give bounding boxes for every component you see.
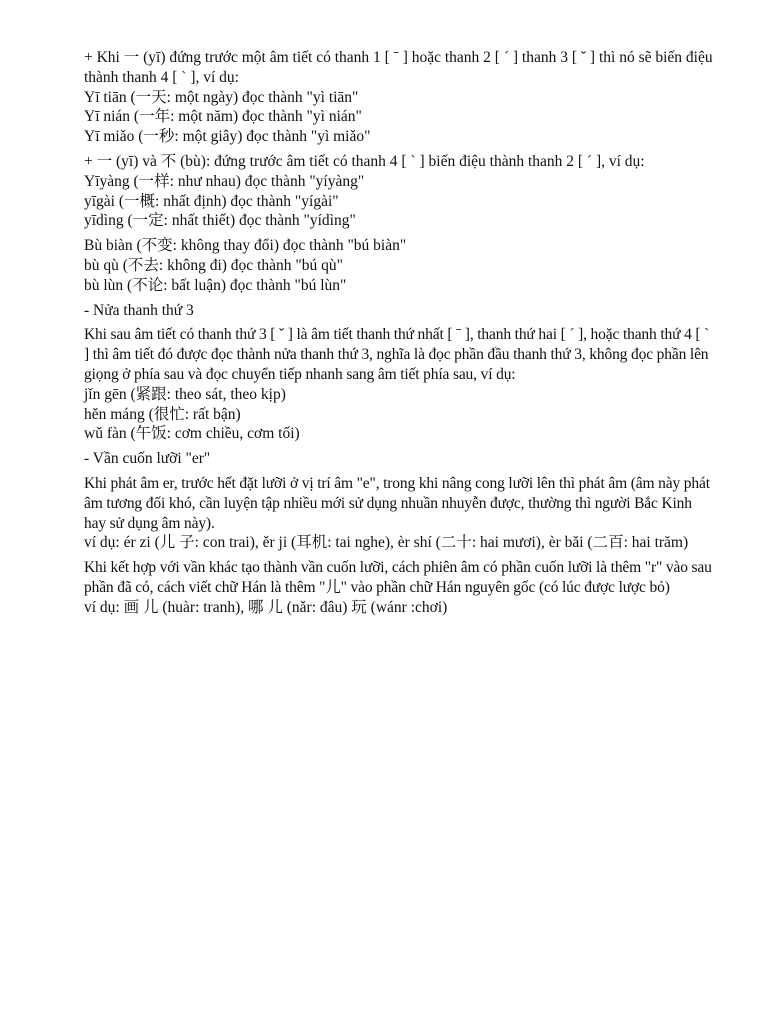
example-line: bù lùn (不论: bất luận) đọc thành "bú lùn" bbox=[84, 276, 347, 294]
example-line: Yīyàng (一样: như nhau) đọc thành "yíyàng" bbox=[84, 172, 365, 190]
paragraph-bu-examples bbox=[84, 236, 714, 295]
example-line: Yī tiān (一天: một ngày) đọc thành "yì tiān" bbox=[84, 88, 359, 106]
paragraph-er-pronunciation bbox=[84, 474, 714, 553]
example-line: yīdìng (一定: nhất thiết) đọc thành "yídìng" bbox=[84, 212, 356, 230]
paragraph-er-combination bbox=[84, 558, 714, 617]
example-line: bù qù (不去: không đi) đọc thành "bú qù" bbox=[84, 256, 343, 274]
rule-text: Khi sau âm tiết có thanh thứ 3 [ ˇ ] là âm tiết thanh thứ nhất [ ˉ ], thanh thứ hai [ ˊ ], hoặc thanh thứ 4 [ ˋ ] thì âm tiết đó được đọc thành nửa thanh thứ 3, nghĩa là đọc phần đầu thanh thứ 3, không đọc phần lên giọng ở phía sau và đọc chuyển tiếp nhanh sang âm tiết phía sau, ví dụ: bbox=[84, 326, 710, 383]
example-line: ví dụ: 画 儿 (huàr: tranh), 哪 儿 (nǎr: đâu) 玩 (wánr :chơi) bbox=[84, 598, 448, 616]
example-line: hěn máng (很忙: rất bận) bbox=[84, 405, 241, 423]
example-line: yīgài (一概: nhất định) đọc thành "yígài" bbox=[84, 192, 339, 210]
example-line: ví dụ: ér zi (儿 子: con trai), ěr ji (耳机: tai nghe), èr shí (二十: hai mươi), èr bǎi (二百: hai trăm) bbox=[84, 534, 689, 552]
example-line: jǐn gēn (紧跟: theo sát, theo kịp) bbox=[84, 385, 286, 403]
section-heading-er-rhotic bbox=[84, 449, 714, 469]
example-line: Yī miǎo (一秒: một giây) đọc thành "yì miǎo" bbox=[84, 128, 371, 146]
paragraph-yi-tone-change bbox=[84, 48, 714, 147]
paragraph-yi-bu-tone-change bbox=[84, 152, 714, 231]
rule-text: Khi phát âm er, trước hết đặt lưỡi ở vị trí âm "e", trong khi nâng cong lưỡi lên thì phát âm (âm này phát âm tương đối khó, cần luyện tập nhiều mới sử dụng nhuần nhuyễn được, thường thì người Bắc Kinh hay sử dụng âm này). bbox=[84, 474, 710, 532]
rule-text: + 一 (yī) và 不 (bù): đứng trước âm tiết có thanh 4 [ ˋ ] biến điệu thành thanh 2 [ ˊ ], ví dụ: bbox=[84, 152, 645, 170]
example-line: Bù biàn (不变: không thay đổi) đọc thành "bú biàn" bbox=[84, 237, 407, 255]
document-body bbox=[84, 48, 714, 623]
section-heading: - Nửa thanh thứ 3 bbox=[84, 301, 194, 319]
example-line: Yī nián (一年: một năm) đọc thành "yì nián" bbox=[84, 108, 362, 126]
section-heading: - Vần cuốn lưỡi "er" bbox=[84, 450, 211, 468]
section-heading-half-third-tone bbox=[84, 301, 714, 321]
paragraph-half-third-tone bbox=[84, 325, 714, 444]
rule-text: + Khi 一 (yī) đứng trước một âm tiết có thanh 1 [ ˉ ] hoặc thanh 2 [ ˊ ] thanh 3 [ ˇ ] thì nó sẽ biến điệu thành thanh 4 [ ˋ ], ví dụ: bbox=[84, 49, 713, 86]
example-line: wǔ fàn (午饭: cơm chiều, cơm tối) bbox=[84, 425, 300, 443]
rule-text: Khi kết hợp với vần khác tạo thành vần cuốn lưỡi, cách phiên âm có phần cuốn lưỡi là thêm "r" vào sau phần đã có, cách viết chữ Hán là thêm "儿" vào phần chữ Hán nguyên gốc (có lúc được lược bỏ) bbox=[84, 559, 712, 596]
